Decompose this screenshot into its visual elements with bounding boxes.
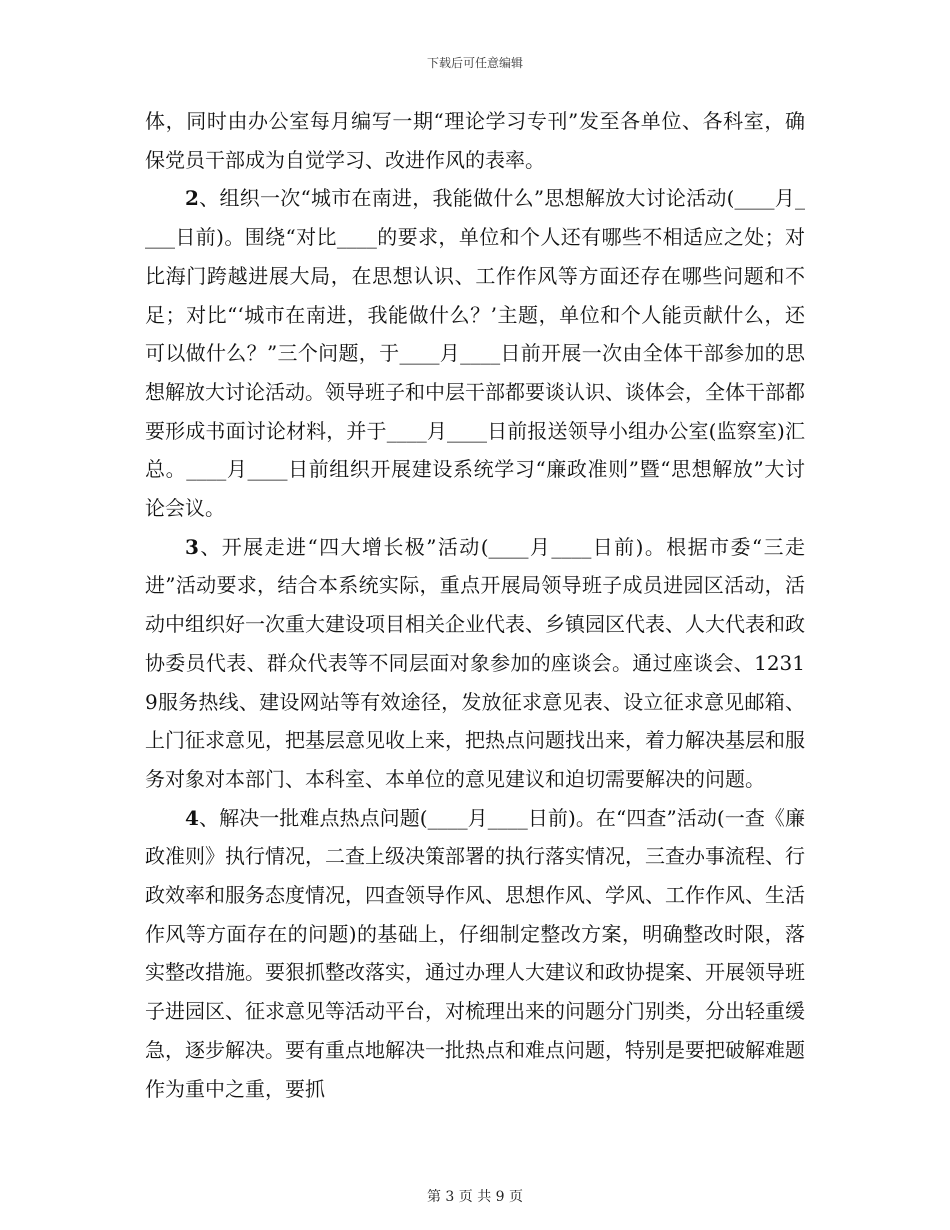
paragraph-item-2 — [145, 179, 805, 527]
page-header: 下载后可任意编辑 — [426, 56, 523, 70]
paragraph-text: 体，同时由办公室每月编写一期“理论学习专刊”发至各单位、各科室，确保党员干部成为自觉学习、改进作风的表率。 — [145, 109, 805, 172]
paragraph-text: 、组织一次“城市在南进，我能做什么”思想解放大讨论活动(____月____日前)。围绕“对比____的要求，单位和个人还有哪些不相适应之处；对比海门跨越进展大局，在思想认识、工作作风等方面还存在哪些问题和不足；对比“‘城市在南进，我能做什么？’主题，单位和个人能贡献什么，还可以做什么？”三个问题，于____月____日前开展一次由全体干部参加的思想解放大讨论活动。领导班子和中层干部都要谈认识、谈体会，全体干部都要形成书面讨论材料，并于____月____日前报送领导小组办公室(监察室)汇总。____月____日前组织开展建设系统学习“廉政准则”暨“思想解放”大讨论会议。 — [145, 186, 805, 521]
paragraph-item-3 — [145, 528, 805, 799]
page-number: 第 3 页 共 9 页 — [426, 1189, 524, 1205]
paragraph-text: 、解决一批难点热点问题(____月____日前)。在“四查”活动(一查《廉政准则》执行情况，二查上级决策部署的执行落实情况，三查办事流程、行政效率和服务态度情况，四查领导作风、思想作风、学风、工作作风、生活作风等方面存在的问题)的基础上，仔细制定整改方案，明确整改时限，落实整改措施。要狠抓整改落实，通过办理人大建议和政协提案、开展领导班子进园区、征求意见等活动平台，对梳理出来的问题分门别类，分出轻重缓急，逐步解决。要有重点地解决一批热点和难点问题，特别是要把破解难题作为重中之重，要抓 — [145, 805, 805, 1101]
paragraph-text: 、开展走进“四大增长极”活动(____月____日前)。根据市委“三走进”活动要求，结合本系统实际，重点开展局领导班子成员进园区活动，活动中组织好一次重大建设项目相关企业代表、乡镇园区代表、人大代表和政协委员代表、群众代表等不同层面对象参加的座谈会。通过座谈会、12319服务热线、建设网站等有效途径，发放征求意见表、设立征求意见邮箱、上门征求意见，把基层意见收上来，把热点问题找出来，着力解决基层和服务对象对本部门、本科室、本单位的意见建议和迫切需要解决的问题。 — [145, 534, 805, 791]
paragraph-continuation — [145, 102, 805, 179]
paragraph-item-4 — [145, 799, 805, 1109]
item-number: 2 — [185, 186, 199, 211]
document-body — [145, 102, 805, 1108]
item-number: 4 — [185, 805, 199, 830]
item-number: 3 — [185, 534, 199, 559]
